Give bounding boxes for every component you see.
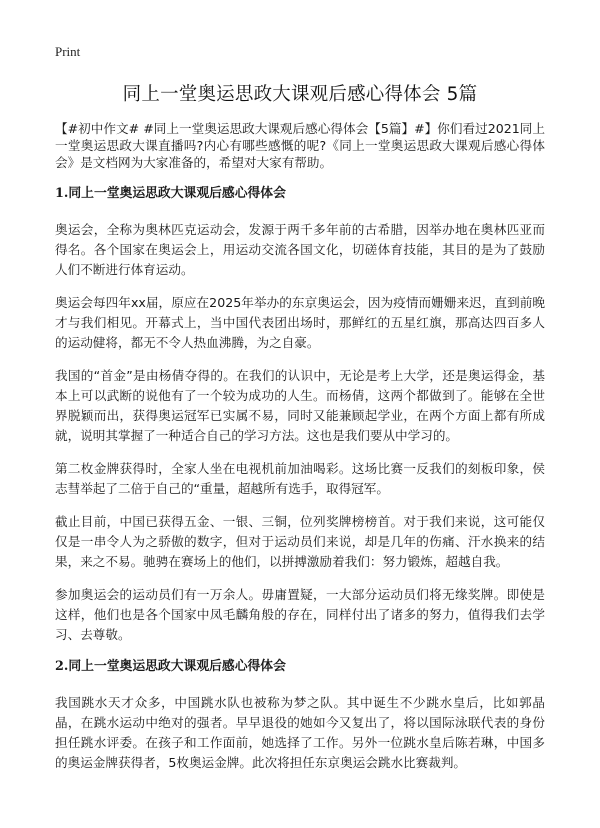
paragraph: 我国的“首金”是由杨倩夺得的。在我们的认识中，无论是考上大学，还是奥运得金，基本上可以武断的说他有了一个较为成功的人生。而杨倩，这两个都做到了。能够在全世界脱颖而出，获得奥运冠军已实属不易，同时又能兼顾起学业，在两个方面上都有所成就，说明其掌握了一种适合自己的学习方法。这也是我们要从中学习的。 <box>55 368 545 443</box>
document-body <box>55 120 545 786</box>
paragraph: 截止目前，中国已获得五金、一银、三铜，位列奖牌榜榜首。对于我们来说，这可能仅仅是一串令人为之骄傲的数字，但对于运动员们来说，却是几年的伤痛、汗水换来的结果，来之不易。驰骋在赛场上的他们，以拼搏激励着我们：努力锻炼，超越自我。 <box>55 514 545 569</box>
section-1 <box>55 185 545 645</box>
intro-paragraph: 【#初中作文# #同上一堂奥运思政大课观后感心得体会【5篇】#】你们看过2021同上一堂奥运思政大课直播吗?内心有哪些感慨的呢?《同上一堂奥运思政大课观后感心得体会》是文档网为大家准备的，希望对大家有帮助。 <box>55 121 545 170</box>
paragraph: 奥运会，全称为奥林匹克运动会，发源于两千多年前的古希腊，因举办地在奥林匹亚而得名。各个国家在奥运会上，用运动交流各国文化，切磋体育技能，其目的是为了鼓励人们不断进行体育运动。 <box>55 222 545 277</box>
paragraph: 奥运会每四年xx届，原应在2025年举办的东京奥运会，因为疫情而姗姗来迟，直到前晚才与我们相见。开幕式上，当中国代表团出场时，那鲜红的五星红旗，那高达四百多人的运动健将，都无不令人热血沸腾，为之自豪。 <box>55 295 545 350</box>
section-2 <box>55 658 545 773</box>
section-heading: 2.同上一堂奥运思政大课观后感心得体会 <box>55 659 286 674</box>
paragraph: 第二枚金牌获得时，全家人坐在电视机前加油喝彩。这场比赛一反我们的刻板印象，侯志彗举起了二倍于自己的“重量，超越所有选手，取得冠军。 <box>55 461 545 496</box>
print-link[interactable]: Print <box>55 44 81 59</box>
paragraph: 参加奥运会的运动员们有一万余人。毋庸置疑，一大部分运动员们将无缘奖牌。即使是这样，他们也是各个国家中凤毛麟角般的存在，同样付出了诸多的努力，值得我们去学习、去尊敬。 <box>55 587 545 642</box>
section-heading: 1.同上一堂奥运思政大课观后感心得体会 <box>55 186 286 201</box>
document-title: 同上一堂奥运思政大课观后感心得体会 5篇 <box>122 84 478 105</box>
paragraph: 我国跳水天才众多，中国跳水队也被称为梦之队。其中诞生不少跳水皇后，比如郭晶晶，在跳水运动中绝对的强者。早早退役的她如今又复出了，将以国际泳联代表的身份担任跳水评委。在孩子和工作面前，她选择了工作。另外一位跳水皇后陈若琳，中国多的奥运金牌获得者，5枚奥运金牌。此次将担任东京奥运会跳水比赛裁判。 <box>55 695 545 770</box>
